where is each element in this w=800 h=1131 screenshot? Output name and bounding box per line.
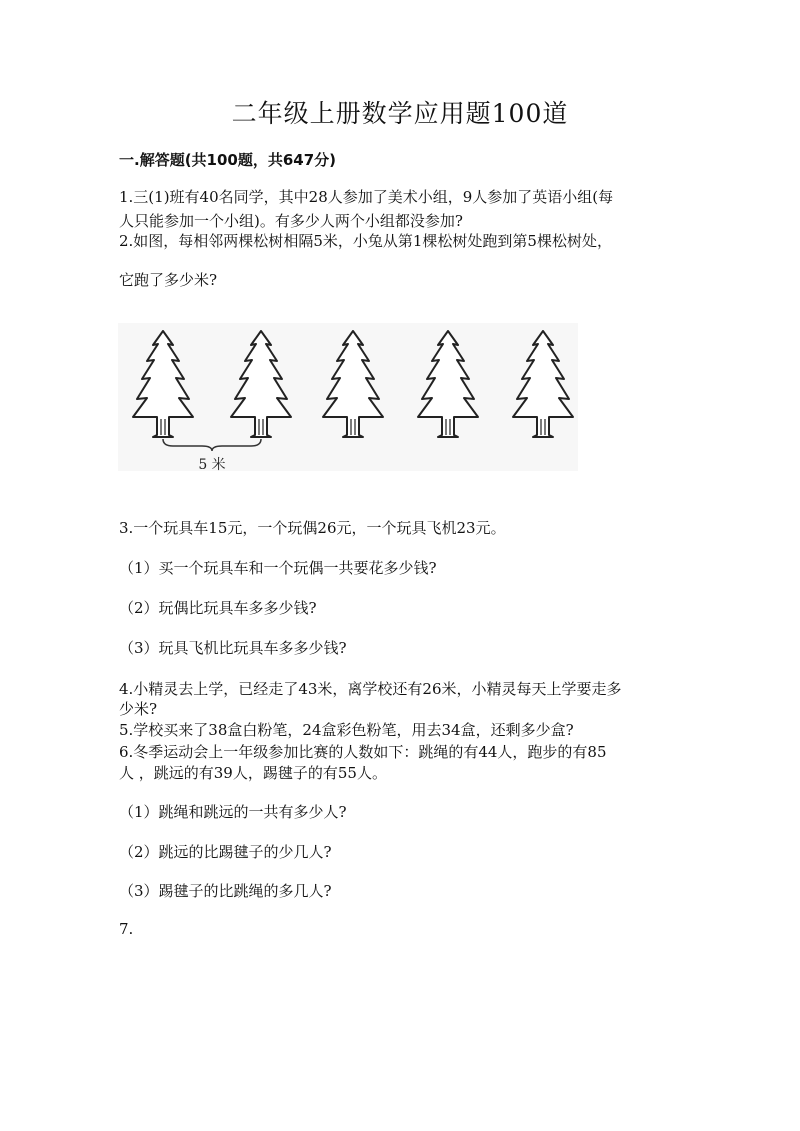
distance-brace: [163, 439, 261, 451]
question-3-part-3: （3）玩具飞机比玩具车多多少钱?: [119, 639, 347, 657]
pine-tree-2-icon: [231, 331, 291, 437]
question-7-label: 7.: [119, 920, 134, 938]
question-6-part-1: （1）跳绳和跳远的一共有多少人?: [119, 803, 347, 821]
pine-trees-diagram: [118, 323, 578, 471]
pine-tree-1-icon: [133, 331, 193, 437]
question-3-part-1: （1）买一个玩具车和一个玩偶一共要花多少钱?: [119, 559, 437, 577]
section-heading: 一.解答题(共100题，共647分): [119, 151, 337, 169]
question-4-line-2: 少米?: [119, 700, 158, 718]
pine-tree-4-icon: [418, 331, 478, 437]
question-6-part-3: （3）踢毽子的比跳绳的多几人?: [119, 882, 332, 900]
pine-tree-5-icon: [513, 331, 573, 437]
question-1-line-2: 人只能参加一个小组)。有多少人两个小组都没参加?: [119, 212, 463, 230]
question-4-line-1: 4.小精灵去上学，已经走了43米，离学校还有26米，小精灵每天上学要走多: [119, 680, 622, 698]
question-5-line-1: 5.学校买来了38盒白粉笔，24盒彩色粉笔，用去34盒，还剩多少盒?: [119, 721, 574, 739]
question-2-line-1: 2.如图，每相邻两棵松树相隔5米，小兔从第1棵松树处跑到第5棵松树处，: [119, 232, 612, 250]
question-6-line-2: 人 ，跳远的有39人，踢毽子的有55人。: [119, 764, 387, 782]
page-title: 二年级上册数学应用题100道: [231, 99, 569, 128]
question-6-part-2: （2）跳远的比踢毽子的少几人?: [119, 843, 332, 861]
question-6-line-1: 6.冬季运动会上一年级参加比赛的人数如下：跳绳的有44人，跑步的有85: [119, 743, 607, 761]
distance-label: 5 米: [198, 457, 226, 471]
pine-trees-figure: [118, 323, 578, 471]
question-2-line-2: 它跑了多少米?: [119, 271, 218, 289]
pine-tree-3-icon: [323, 331, 383, 437]
question-1-line-1: 1.三(1)班有40名同学，其中28人参加了美术小组，9人参加了英语小组(每: [119, 188, 614, 206]
question-3-stem: 3.一个玩具车15元，一个玩偶26元，一个玩具飞机23元。: [119, 519, 506, 537]
question-3-part-2: （2）玩偶比玩具车多多少钱?: [119, 599, 317, 617]
